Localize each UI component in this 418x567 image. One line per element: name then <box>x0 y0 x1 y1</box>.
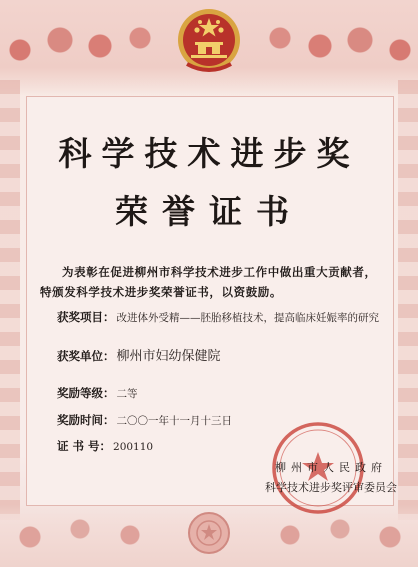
bottom-emblem-icon <box>186 510 232 556</box>
unit-label: 获奖单位： <box>57 349 115 363</box>
issuer-committee: 科学技术进步奖评审委员会 <box>265 481 397 494</box>
time-value: 二〇〇一年十一月十三日 <box>116 415 232 427</box>
grade-label: 奖励等级： <box>57 386 115 400</box>
certificate-title-line1: 科学技术进步奖 <box>58 134 360 173</box>
issuer-government: 柳州市人民政府 <box>275 461 387 474</box>
issuer-block <box>256 458 406 498</box>
project-row <box>57 309 379 325</box>
grade-value: 二等 <box>116 388 138 400</box>
national-emblem-icon <box>175 6 243 76</box>
number-row <box>57 438 153 454</box>
unit-row <box>57 345 221 364</box>
intro-paragraph: 为表彰在促进柳州市科学技术进步工作中做出重大贡献者，特颁发科学技术进步奖荣誉证书，以资鼓励。 <box>40 265 377 299</box>
number-label: 证 书 号： <box>57 439 112 453</box>
grade-row <box>57 385 138 401</box>
certificate-title-line2: 荣誉证书 <box>115 192 303 231</box>
time-row <box>57 412 232 428</box>
unit-value: 柳州市妇幼保健院 <box>116 349 221 364</box>
project-label: 获奖项目： <box>57 310 115 324</box>
number-value: 200110 <box>113 441 154 453</box>
time-label: 奖励时间： <box>57 413 115 427</box>
project-value: 改进体外受精——胚胎移植技术，提高临床妊娠率的研究 <box>116 312 379 324</box>
